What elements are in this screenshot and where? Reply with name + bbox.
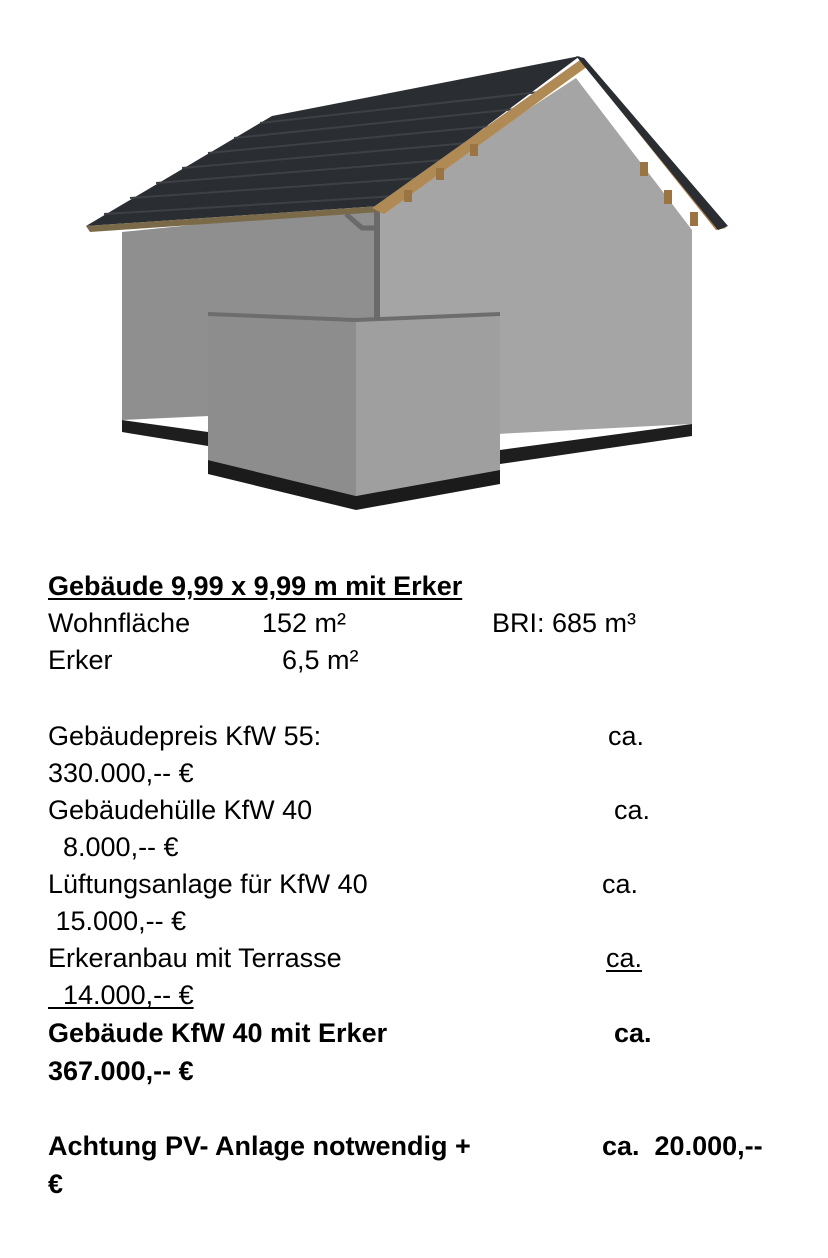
wohnflaeche-label: Wohnfläche xyxy=(48,608,191,638)
cost-ca-lueftung: ca. xyxy=(602,869,639,899)
cost-amount-huelle: 8.000,-- € xyxy=(48,832,179,862)
erker-value: 6,5 m² xyxy=(282,645,359,675)
cost-label-lueftung: Lüftungsanlage für KfW 40 xyxy=(48,869,368,899)
total-amount: 367.000,-- € xyxy=(48,1056,194,1086)
cost-label-erker: Erkeranbau mit Terrasse xyxy=(48,943,342,973)
cost-label-huelle: Gebäudehülle KfW 40 xyxy=(48,795,313,825)
wohnflaeche-value: 152 m² xyxy=(262,608,347,638)
erker-label: Erker xyxy=(48,645,113,675)
cost-label-gebaeudepreis: Gebäudepreis KfW 55: xyxy=(48,721,322,751)
pv-label: Achtung PV- Anlage notwendig + xyxy=(48,1131,471,1161)
cost-amount-erker: 14.000,-- € xyxy=(48,980,194,1010)
cost-ca-huelle: ca. xyxy=(614,795,651,825)
total-label: Gebäude KfW 40 mit Erker xyxy=(48,1018,388,1048)
cost-amount-lueftung: 15.000,-- € xyxy=(48,906,187,936)
house-rendering xyxy=(0,0,828,540)
cost-ca-erker: ca. xyxy=(606,943,643,973)
bri-value: BRI: 685 m³ xyxy=(492,608,637,638)
cost-amount-gebaeudepreis: 330.000,-- € xyxy=(48,758,194,788)
pv-euro: € xyxy=(48,1169,64,1199)
cost-ca-gebaeudepreis: ca. xyxy=(608,721,645,751)
pv-amount: ca. 20.000,-- xyxy=(602,1131,763,1161)
total-ca: ca. xyxy=(614,1018,652,1048)
building-heading: Gebäude 9,99 x 9,99 m mit Erker xyxy=(48,571,463,601)
